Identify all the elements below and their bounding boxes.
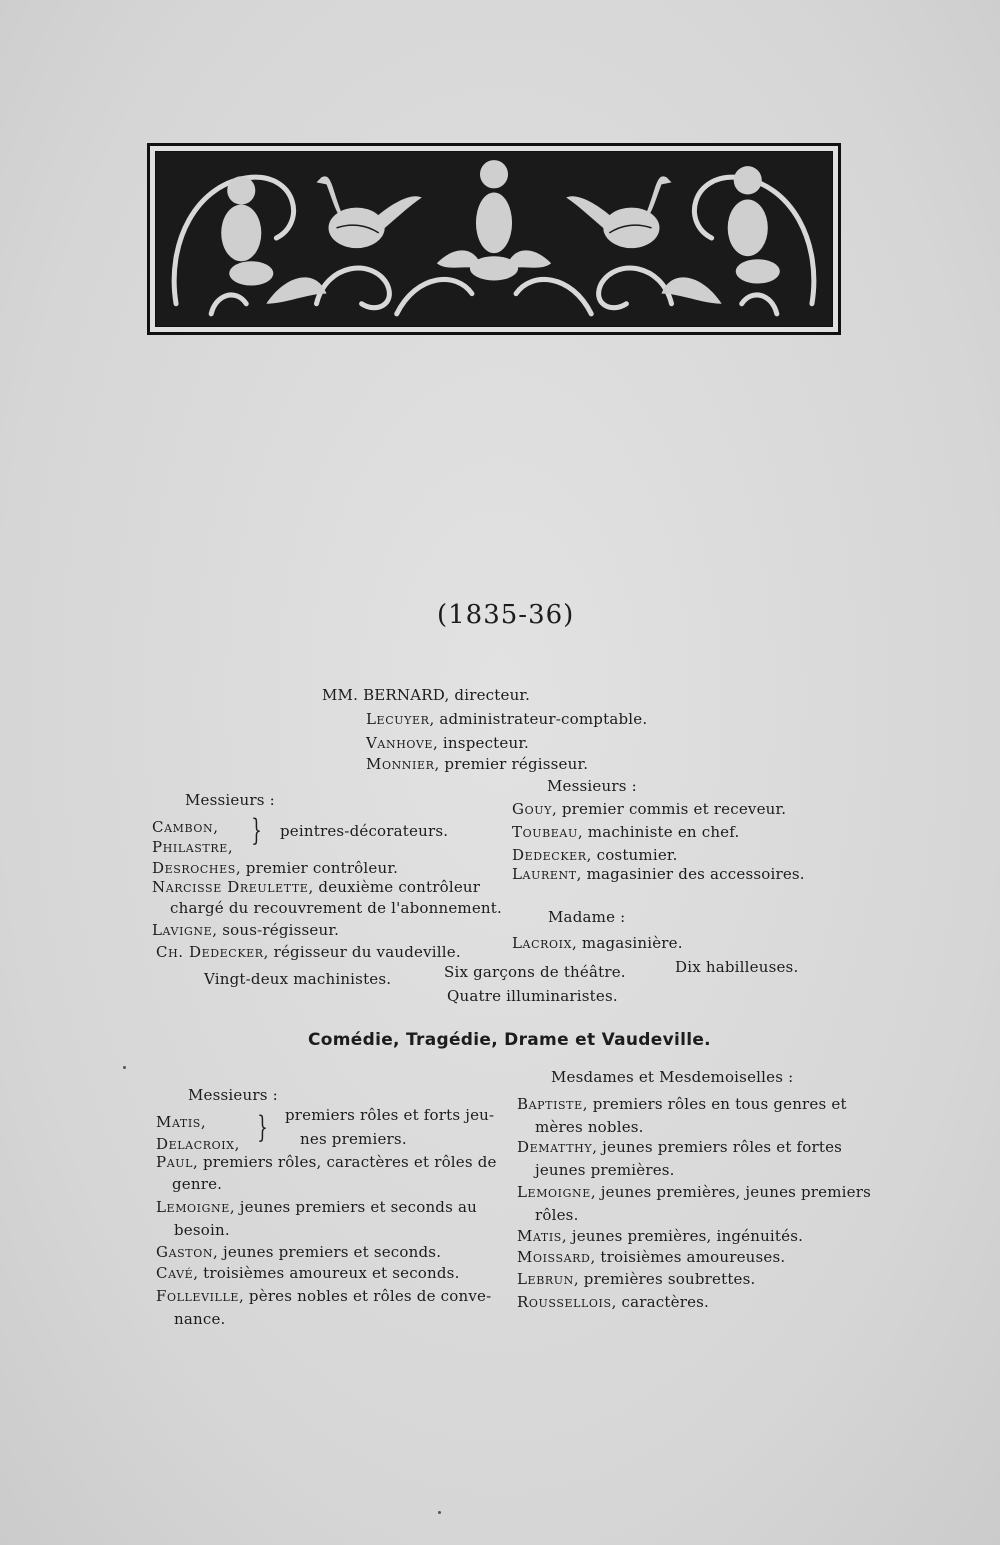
admin-line-regisseur [366,755,588,773]
cast-lemoigne [156,1198,477,1216]
folleville-role: , pères nobles et rôles de conve- [239,1287,492,1305]
crew-habilleuses: Dix habilleuses. [675,958,799,976]
toubeau-role: , machiniste en chef. [577,823,740,841]
desroches-name: Desroches [152,859,236,877]
staff-lacroix [512,934,683,952]
gaston-role: , jeunes premiers et seconds. [213,1243,442,1261]
staff-left-heading: Messieurs : [185,791,275,809]
crew-machinistes: Vingt-deux machinistes. [204,970,392,988]
section-title: Comédie, Tragédie, Drame et Vaudeville. [308,1030,711,1050]
cave-name: Cavé [156,1264,194,1282]
staff-gouy [512,800,786,818]
admin-line-administrator [366,710,647,728]
cast-lemoigne-f-cont: rôles. [535,1206,579,1224]
folleville-name: Folleville [156,1287,239,1305]
cast-folleville-cont: nance. [174,1310,226,1328]
administrator-name: Lecuyer [366,710,430,728]
inspector-name: Vanhove [366,734,433,752]
cast-dematthy [517,1138,842,1156]
director-name: BERNARD [363,686,445,704]
paul-name: Paul [156,1153,194,1171]
desroches-role: , premier contrôleur. [235,859,399,877]
lemoigne-name: Lemoigne [156,1198,230,1216]
inspector-role: , inspecteur. [433,734,530,752]
staff-dedecker [156,943,461,961]
cast-delacroix: Delacroix, [156,1135,240,1153]
cast-baptiste-cont: mères nobles. [535,1118,644,1136]
cast-roussellois [517,1293,709,1311]
dedecker-role: , régisseur du vaudeville. [263,943,461,961]
staff-lavigne [152,921,339,939]
cast-matis-role-1: premiers rôles et forts jeu- [285,1106,495,1124]
crew-garcons: Six garçons de théâtre. [444,963,626,981]
laurent-role: , magasinier des accessoires. [576,865,805,883]
dedecker2-role: , costumier. [586,846,678,864]
mm-prefix: MM. [322,686,359,704]
cast-lebrun [517,1270,756,1288]
staff-right-heading: Messieurs : [547,777,637,795]
paper-speck [123,1066,126,1069]
admin-line-inspector [366,734,529,752]
admin-line-director [322,686,530,704]
dematthy-role: , jeunes premiers rôles et fortes [592,1138,843,1156]
ornament-band [147,143,841,335]
moissard-name: Moissard [517,1248,591,1266]
staff-toubeau [512,823,739,841]
paul-role: , premiers rôles, caractères et rôles de [193,1153,497,1171]
toubeau-name: Toubeau [512,823,578,841]
staff-decorateurs-role: peintres-décorateurs. [280,822,449,840]
laurent-name: Laurent [512,865,577,883]
staff-desroches [152,859,398,877]
lebrun-name: Lebrun [517,1270,574,1288]
cast-matis-role-2: nes premiers. [300,1130,407,1148]
cast-left-heading: Messieurs : [188,1086,278,1104]
ornament-illustration [156,152,832,326]
crew-illuminaristes: Quatre illuminaristes. [447,987,618,1005]
cast-matis: Matis, [156,1113,207,1131]
lemoigne-f-name: Lemoigne [517,1183,591,1201]
cast-moissard [517,1248,785,1266]
lacroix-role: , magasinière. [572,934,683,952]
brace-decorators: } [251,813,262,848]
lavigne-name: Lavigne [152,921,213,939]
cave-role: , troisièmes amoureux et seconds. [193,1264,460,1282]
roussellois-name: Roussellois [517,1293,612,1311]
matis-f-role: , jeunes premières, ingénuités. [561,1227,804,1245]
cast-gaston [156,1243,441,1261]
cast-right-heading: Mesdames et Mesdemoiselles : [551,1068,794,1086]
baptiste-role: , premiers rôles en tous genres et [582,1095,847,1113]
staff-dedecker2 [512,846,678,864]
director-role: , directeur. [444,686,531,704]
lemoigne-f-role: , jeunes premières, jeunes premiers [590,1183,872,1201]
brace-premiers: } [257,1110,268,1145]
gouy-role: , premier commis et receveur. [551,800,787,818]
cast-baptiste [517,1095,847,1113]
staff-dreulette-cont: chargé du recouvrement de l'abonnement. [170,899,502,917]
dematthy-name: Dematthy [517,1138,593,1156]
staff-philastre: Philastre, [152,838,234,856]
cast-folleville [156,1287,491,1305]
matis-f-name: Matis [517,1227,562,1245]
lemoigne-role: , jeunes premiers et seconds au [229,1198,477,1216]
staff-dreulette [152,878,480,896]
dedecker2-name: Dedecker [512,846,587,864]
staff-laurent [512,865,805,883]
cast-matis-f [517,1227,803,1245]
baptiste-name: Baptiste [517,1095,583,1113]
staff-madame-heading: Madame : [548,908,626,926]
roussellois-role: , caractères. [611,1293,710,1311]
cast-paul-cont: genre. [172,1175,223,1193]
dedecker-name: Ch. Dedecker [156,943,264,961]
dreulette-role: , deuxième contrôleur [308,878,481,896]
lavigne-role: , sous-régisseur. [212,921,340,939]
dreulette-name: Narcisse Dreulette [152,878,309,896]
regisseur-name: Monnier [366,755,435,773]
cast-dematthy-cont: jeunes premières. [535,1161,675,1179]
gouy-name: Gouy [512,800,552,818]
lebrun-role: , premières soubrettes. [573,1270,756,1288]
regisseur-role: , premier régisseur. [434,755,589,773]
season-year: (1835-36) [437,600,575,630]
cast-paul [156,1153,497,1171]
moissard-role: , troisièmes amoureuses. [590,1248,786,1266]
cast-lemoigne-cont: besoin. [174,1221,230,1239]
gaston-name: Gaston [156,1243,214,1261]
cast-lemoigne-f [517,1183,871,1201]
lacroix-name: Lacroix [512,934,572,952]
staff-cambon: Cambon, [152,818,219,836]
paper-speck [438,1511,441,1514]
cast-cave [156,1264,460,1282]
administrator-role: , administrateur-comptable. [429,710,648,728]
